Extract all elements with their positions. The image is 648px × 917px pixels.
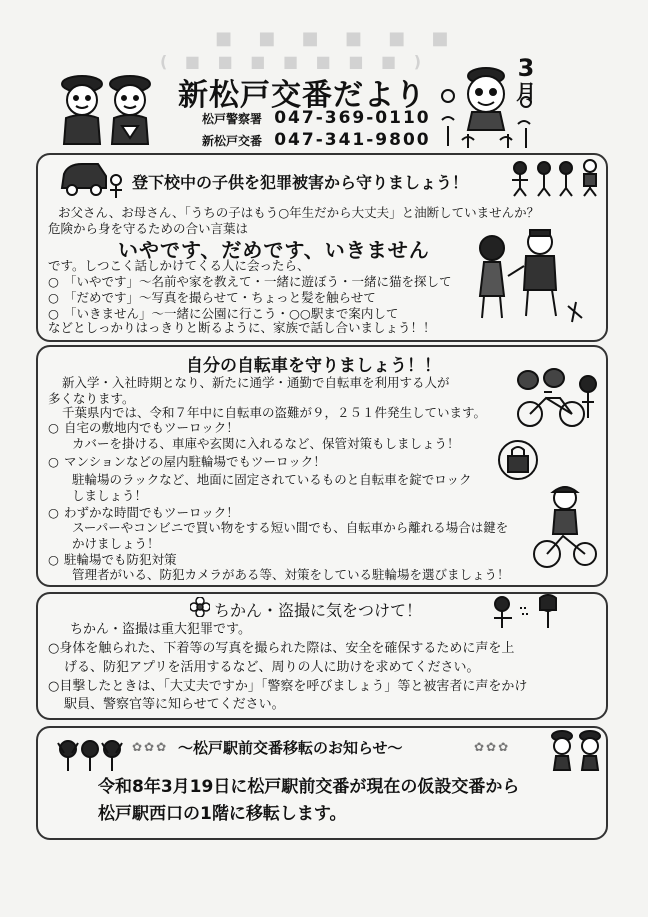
bicycle-intro-3: 千葉県内では、令和７年中に自転車の盗難が９，２５１件発生しています。: [62, 405, 487, 420]
list-item: [48, 641, 514, 657]
list-item-body: かけましょう！: [72, 536, 160, 551]
locked-bicycle-illustration: [516, 368, 600, 434]
list-bullet: ○: [48, 306, 59, 321]
police-station-phone: 047-369-0110: [274, 108, 431, 128]
child-safety-intro-2: 危険から身を守るための合い言葉は: [48, 221, 249, 236]
list-item: [48, 505, 239, 521]
bicycle-intro-2: 多くなります。: [48, 391, 135, 406]
list-item: [48, 420, 239, 436]
list-bullet: ○: [48, 505, 59, 520]
bleed-through-decoration: ( ■ ■ ■ ■ ■ ■ ■ ): [160, 52, 428, 71]
harassment-scene-illustration: [486, 594, 566, 630]
list-item-text: 駅員、警察官等に知らせてください。: [64, 697, 285, 712]
list-bullet: ○: [48, 641, 60, 656]
groping-lead: ちかん・盗撮は重大犯罪です。: [70, 622, 251, 637]
list-item-body: 駐輪場のラックなど、地面に固定されているものと自転車を錠でロック: [72, 472, 472, 487]
koban-label: 新松戸交番: [202, 134, 263, 148]
list-item-head: マンションなどの屋内駐輪場でもツーロック！: [64, 454, 326, 469]
mascot-with-flowers-illustration: [438, 60, 538, 150]
child-safety-title: 登下校中の子供を犯罪被害から守りましょう！: [132, 173, 469, 192]
list-item-text: 目撃したときは、「大丈夫ですか」「警察を呼びましょう」等と被害者に声をかけ: [59, 679, 528, 694]
title-decoration: ✿✿✿: [474, 740, 511, 754]
bicycle-rack-lock-icon: [496, 438, 540, 482]
list-bullet: ○: [48, 274, 59, 289]
bleed-through-decoration: ■ ■ ■ ■ ■ ■: [215, 28, 459, 49]
list-bullet: ○: [48, 290, 59, 305]
list-item-body: しましょう！: [72, 488, 148, 503]
list-item-body: カバーを掛ける、車庫や玄関に入れるなど、保管対策もしましょう！: [72, 436, 460, 451]
safety-slogan: いやです、だめです、いきません: [118, 238, 430, 262]
relocation-title: ～松戸駅前交番移転のお知らせ～: [178, 739, 403, 757]
list-item: [48, 552, 177, 568]
child-safety-closing: などとしっかりはっきりと断るように、家族で話し合いましょう！！: [48, 320, 436, 335]
koban-phone: 047-341-9800: [274, 130, 431, 150]
newsletter-title: 新松戸交番だより: [178, 78, 426, 113]
police-station-contact: [202, 108, 431, 128]
list-bullet: ○: [48, 420, 59, 435]
month-unit: 月: [516, 80, 536, 104]
list-item-head: 自宅の敷地内でもツーロック！: [64, 420, 239, 435]
cheering-children-illustration: [54, 733, 124, 773]
child-refusing-stranger-illustration: [470, 226, 590, 332]
list-item-text: げる、防犯アプリを活用するなど、周りの人に助けを求めてください。: [64, 660, 480, 675]
flower-icon: [190, 597, 210, 617]
list-bullet: ○: [48, 454, 59, 469]
groping-section-title: ちかん・盗撮に気をつけて！: [214, 601, 423, 620]
child-safety-intro-3: です。しつこく話しかけてくる人に会ったら、: [48, 258, 310, 273]
bicycle-section-title: 自分の自転車を守りましょう！！: [186, 356, 441, 376]
police-officers-illustration: [548, 728, 604, 772]
list-bullet: ○: [48, 679, 60, 694]
list-item-text: 身体を触られた、下着等の写真を撮られた際は、安全を確保するために声を上: [59, 641, 515, 656]
list-item-head: 駐輪場でも防犯対策: [64, 552, 177, 567]
relocation-line-2: 松戸駅西口の1階に移転します。: [98, 804, 347, 824]
title-decoration: ✿✿✿: [132, 740, 169, 754]
list-item-text: 「だめです」～写真を撮らせて・ちょっと髪を触らせて: [64, 290, 376, 305]
list-item-body: スーパーやコンビニで買い物をする短い間でも、自転車から離れる場合は鍵を: [72, 520, 509, 535]
list-item: [48, 274, 452, 290]
list-bullet: ○: [48, 552, 59, 567]
police-officer-illustration: [52, 64, 162, 146]
month-number: 3: [517, 54, 535, 82]
bicycle-intro-1: 新入学・入社時期となり、新たに通学・通勤で自転車を利用する人が: [62, 375, 450, 390]
child-cyclist-illustration: [533, 484, 597, 572]
list-item: [48, 454, 326, 470]
list-item-text: 「いやです」～名前や家を教えて・一緒に遊ぼう・一緒に猫を探して: [64, 274, 452, 289]
list-item-head: わずかな時間でもツーロック！: [64, 505, 239, 520]
list-item: [48, 290, 376, 306]
list-item: [48, 679, 527, 695]
children-walking-illustration: [508, 158, 600, 198]
child-safety-intro-1: お父さん、お母さん、「うちの子はもう○年生だから大丈夫」と油断していませんか？: [58, 205, 540, 220]
police-station-label: 松戸警察署: [202, 112, 263, 126]
list-item-body: 管理者がいる、防犯カメラがある等、対策をしている駐輪場を選びましょう！: [72, 567, 510, 582]
relocation-line-1: 令和8年3月19日に松戸駅前交番が現在の仮設交番から: [98, 777, 520, 797]
suspicious-car-illustration: [58, 158, 124, 200]
list-item-text: 「いきません」～一緒に公園に行こう・○○駅まで案内して: [64, 306, 399, 321]
koban-contact: [202, 130, 431, 150]
